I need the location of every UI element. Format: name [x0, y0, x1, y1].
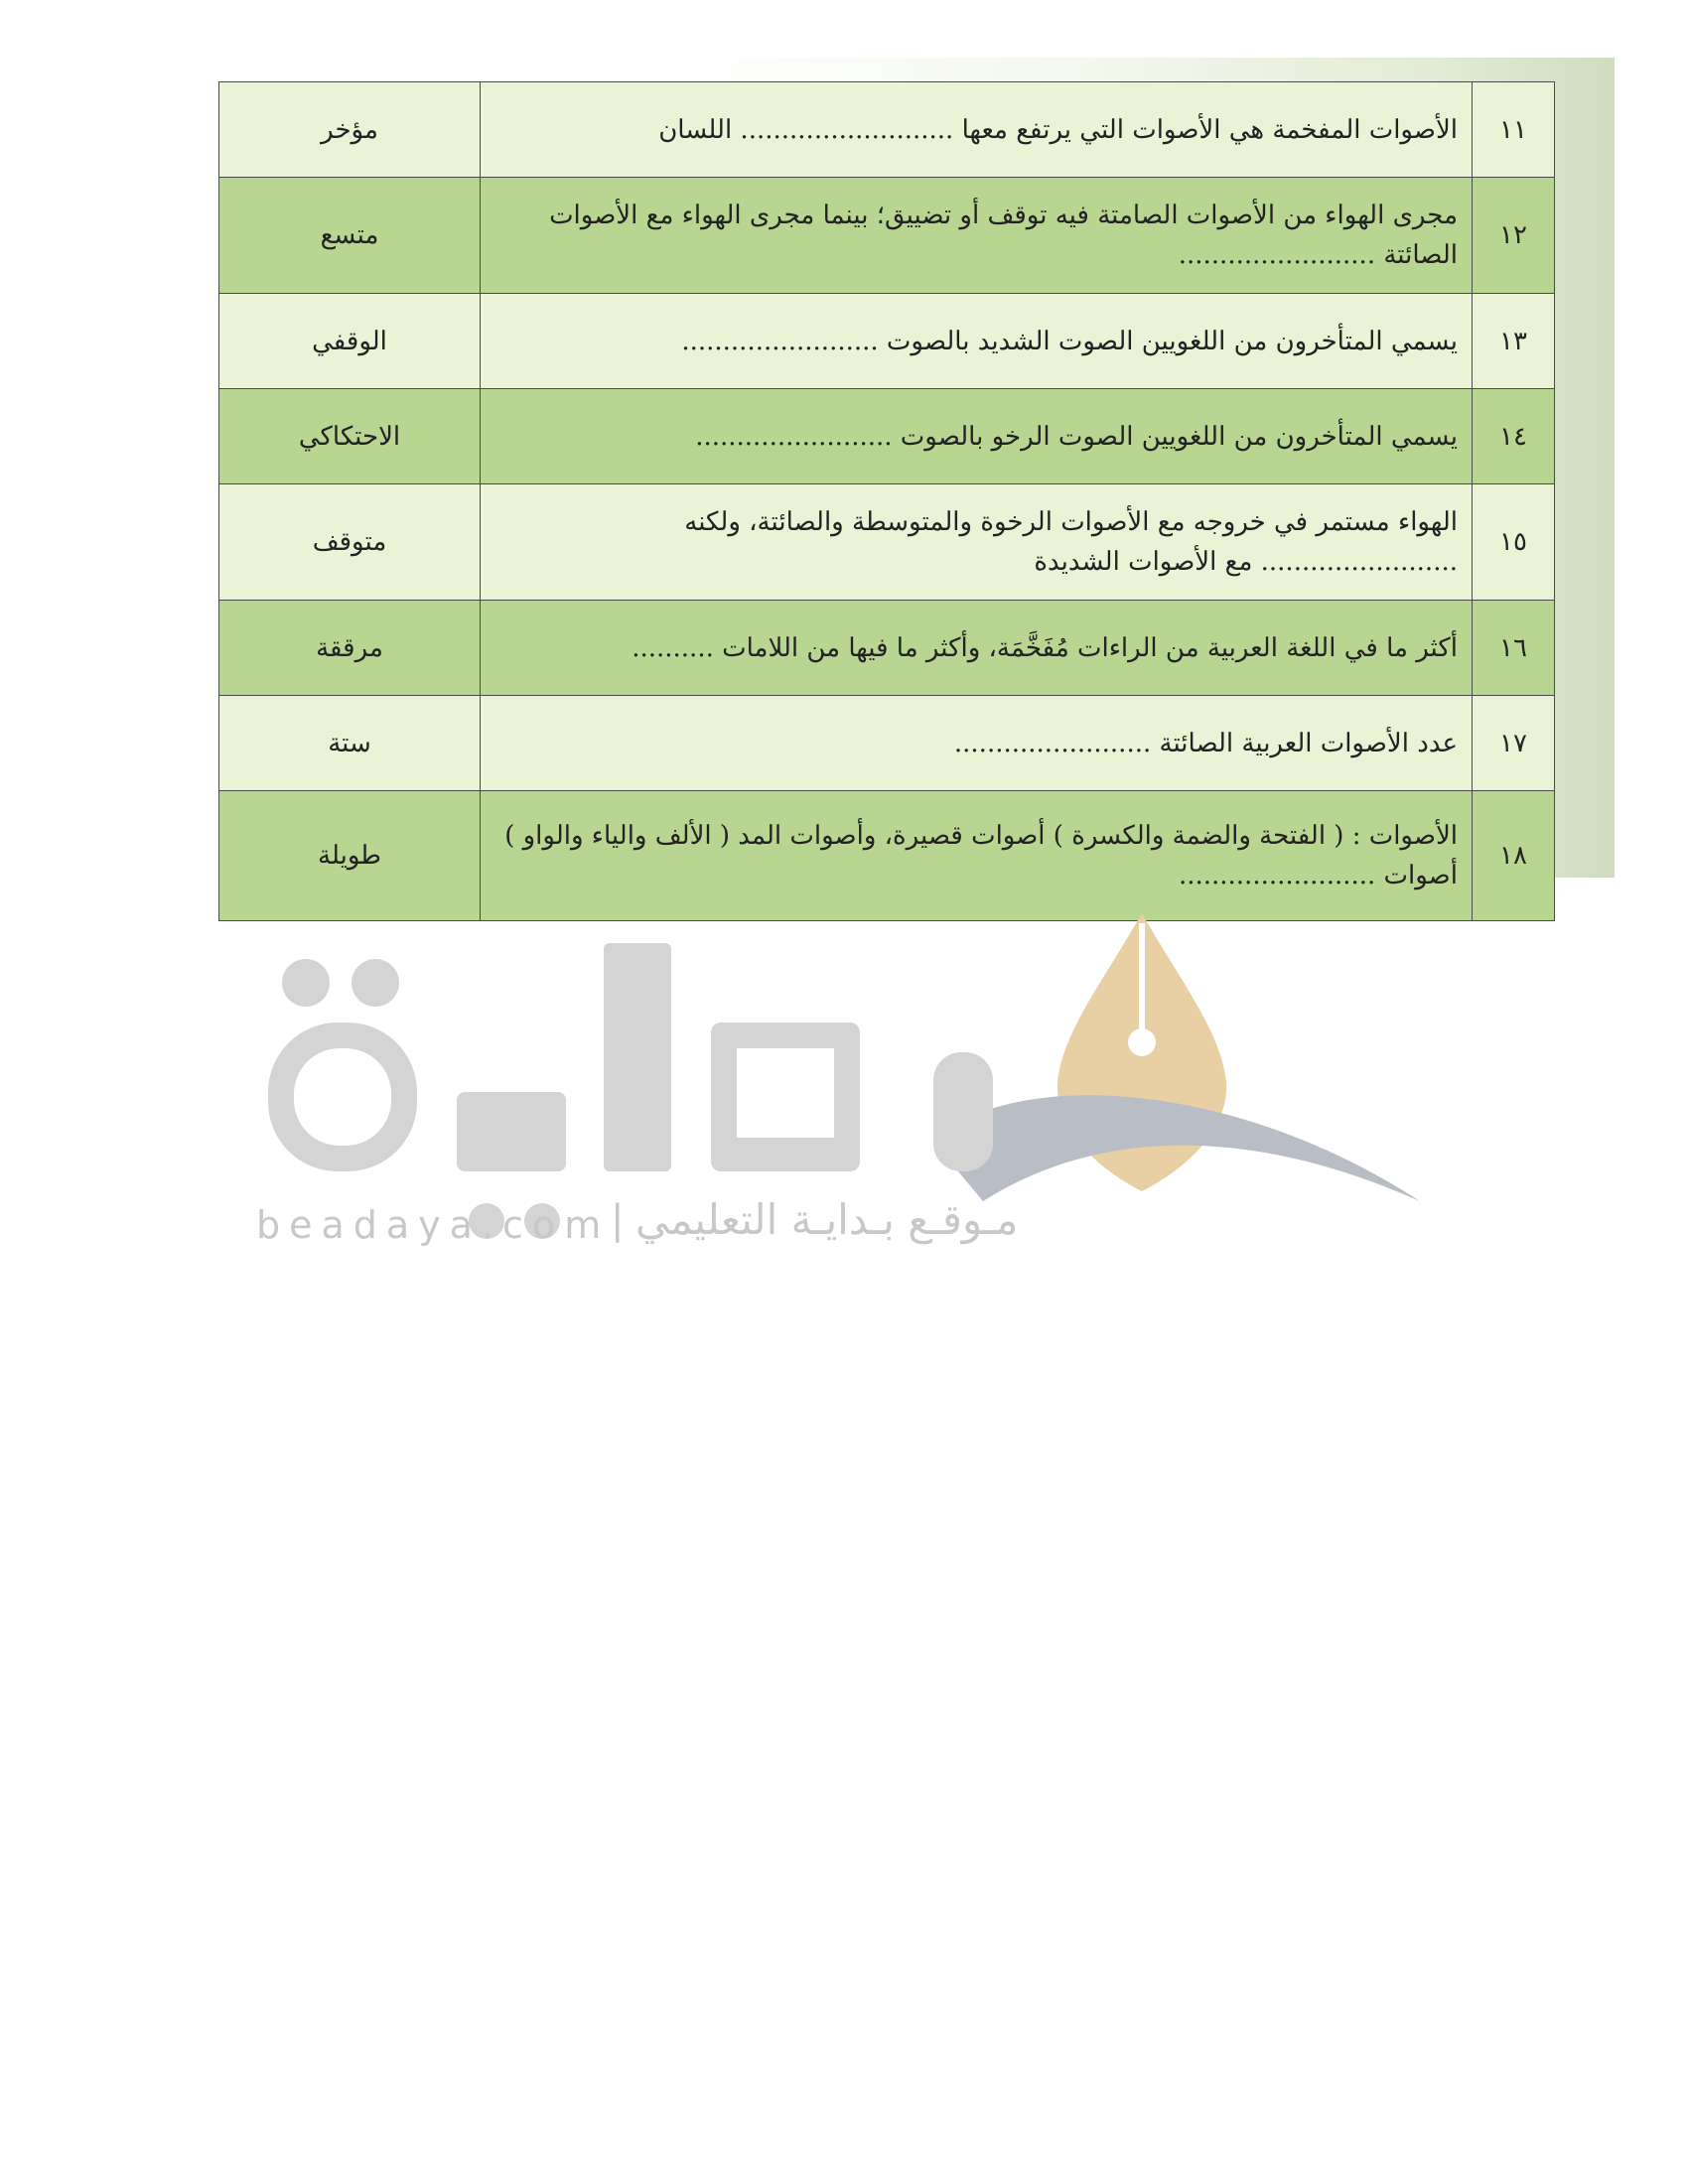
- row-answer: طويلة: [219, 791, 481, 921]
- row-statement: أكثر ما في اللغة العربية من الراءات مُفَخَّمَة، وأكثر ما فيها من اللامات ..........: [481, 601, 1473, 696]
- row-statement: يسمي المتأخرون من اللغويين الصوت الشديد بالصوت ........................: [481, 294, 1473, 389]
- table-row: [219, 791, 1555, 921]
- row-statement: عدد الأصوات العربية الصائتة ........................: [481, 696, 1473, 791]
- questions-table: [218, 81, 1555, 921]
- row-number: ١١: [1473, 82, 1555, 178]
- row-number: ١٦: [1473, 601, 1555, 696]
- table-row: [219, 294, 1555, 389]
- row-statement: الهواء مستمر في خروجه مع الأصوات الرخوة والمتوسطة والصائتة، ولكنه ........................ مع الأصوات الشديدة: [481, 484, 1473, 601]
- row-number: ١٢: [1473, 178, 1555, 294]
- row-answer: مرققة: [219, 601, 481, 696]
- table-row: [219, 601, 1555, 696]
- row-number: ١٤: [1473, 389, 1555, 484]
- row-answer: الاحتكاكي: [219, 389, 481, 484]
- row-number: ١٣: [1473, 294, 1555, 389]
- watermark-tagline: مـوقـع بـدايـة التعليمي: [635, 1195, 1019, 1244]
- table-row: [219, 178, 1555, 294]
- row-answer: الوقفي: [219, 294, 481, 389]
- row-answer: متوقف: [219, 484, 481, 601]
- table-row: [219, 389, 1555, 484]
- row-answer: مؤخر: [219, 82, 481, 178]
- row-statement: الأصوات : ( الفتحة والضمة والكسرة ) أصوات قصيرة، وأصوات المد ( الألف والياء والواو ) أصوات ........................: [481, 791, 1473, 921]
- table-row: [219, 696, 1555, 791]
- row-statement: يسمي المتأخرون من اللغويين الصوت الرخو بالصوت ........................: [481, 389, 1473, 484]
- row-number: ١٨: [1473, 791, 1555, 921]
- row-number: ١٥: [1473, 484, 1555, 601]
- row-answer: متسع: [219, 178, 481, 294]
- row-number: ١٧: [1473, 696, 1555, 791]
- row-answer: ستة: [219, 696, 481, 791]
- row-statement: الأصوات المفخمة هي الأصوات التي يرتفع معها .......................... اللسان: [481, 82, 1473, 178]
- table-row: [219, 82, 1555, 178]
- table-row: [219, 484, 1555, 601]
- watermark-separator: |: [611, 1197, 625, 1243]
- watermark-url: beadaya.com: [256, 1203, 611, 1247]
- row-statement: مجرى الهواء من الأصوات الصامتة فيه توقف أو تضييق؛ بينما مجرى الهواء مع الأصوات الصائتة ........................: [481, 178, 1473, 294]
